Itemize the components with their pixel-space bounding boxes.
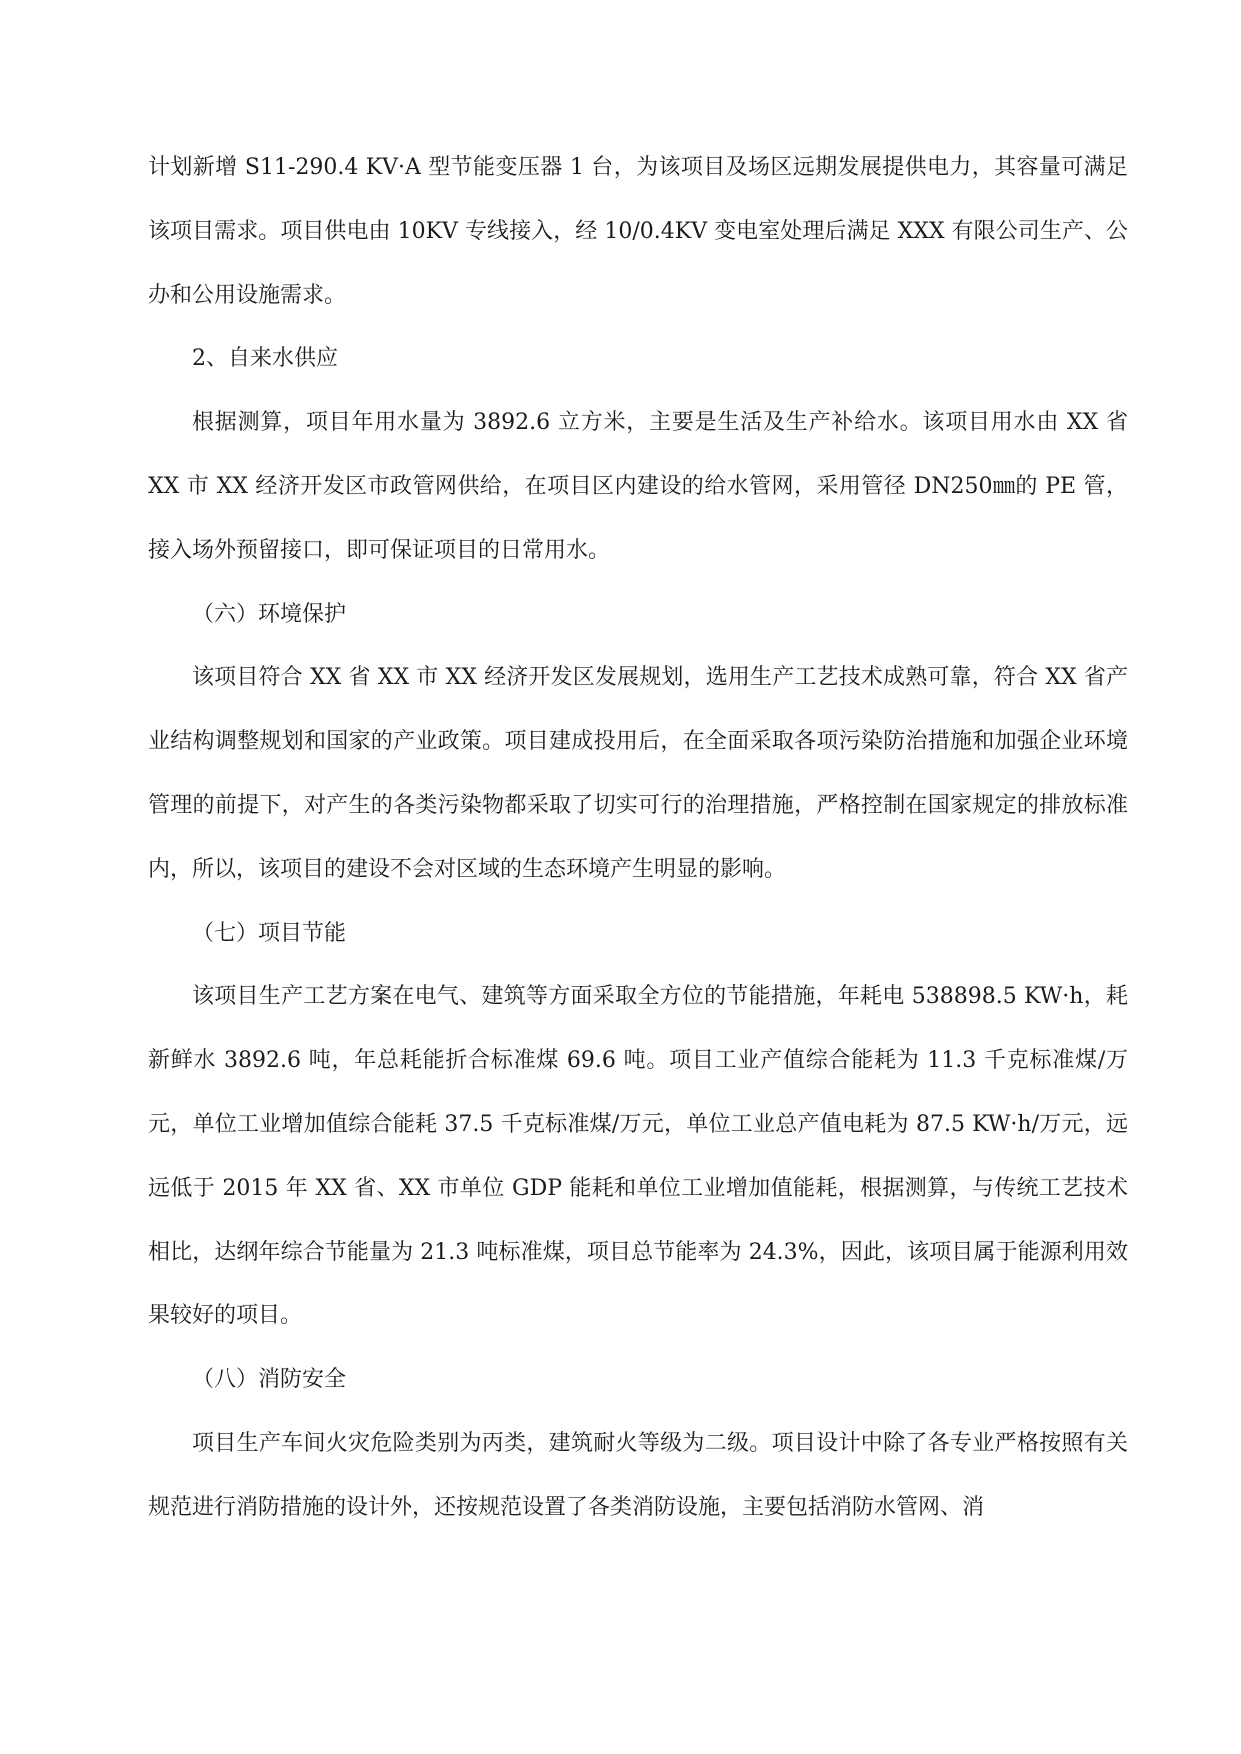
- paragraph-fire-safety: 项目生产车间火灾危险类别为丙类，建筑耐火等级为二级。项目设计中除了各专业严格按照有关规范进行消防措施的设计外，还按规范设置了各类消防设施，主要包括消防水管网、消: [148, 1430, 1128, 1520]
- paragraph-energy-saving: 该项目生产工艺方案在电气、建筑等方面采取全方位的节能措施，年耗电 538898.5 KW·h，耗新鲜水 3892.6 吨，年总耗能折合标准煤 69.6 吨。项目工业产值综合能耗为 11.3 千克标准煤/万元，单位工业增加值综合能耗 37.5 千克标准煤/万元，单位工业总产值电耗为 87.5 KW·h/万元，远远低于 2015 年 XX 省、XX 市单位 GDP 能耗和单位工业增加值能耗，根据测算，与传统工艺技术相比，达纲年综合节能量为 21.3 吨标准煤，项目总节能率为 24.3%，因此，该项目属于能源利用效果较好的项目。: [148, 984, 1128, 1329]
- paragraph-water-supply: 根据测算，项目年用水量为 3892.6 立方米，主要是生活及生产补给水。该项目用水由 XX 省 XX 市 XX 经济开发区市政管网供给，在项目区内建设的给水管网，采用管径 DN250㎜的 PE 管，接入场外预留接口，即可保证项目的日常用水。: [148, 410, 1128, 563]
- heading-environmental-protection: （六）环境保护: [192, 601, 347, 627]
- paragraph-power-supply: 计划新增 S11-290.4 KV·A 型节能变压器 1 台，为该项目及场区远期发展提供电力，其容量可满足该项目需求。项目供电由 10KV 专线接入，经 10/0.4KV 变电室处理后满足 XXX 有限公司生产、公办和公用设施需求。: [148, 155, 1128, 308]
- heading-energy-saving: （七）项目节能: [192, 920, 347, 946]
- heading-fire-safety: （八）消防安全: [192, 1367, 347, 1393]
- paragraph-environmental-protection: 该项目符合 XX 省 XX 市 XX 经济开发区发展规划，选用生产工艺技术成熟可靠，符合 XX 省产业结构调整规划和国家的产业政策。项目建成投用后，在全面采取各项污染防治措施和加强企业环境管理的前提下，对产生的各类污染物都采取了切实可行的治理措施，严格控制在国家规定的排放标准内，所以，该项目的建设不会对区域的生态环境产生明显的影响。: [148, 665, 1128, 882]
- heading-water-supply: 2、自来水供应: [192, 346, 338, 372]
- document-body: [148, 136, 1128, 1540]
